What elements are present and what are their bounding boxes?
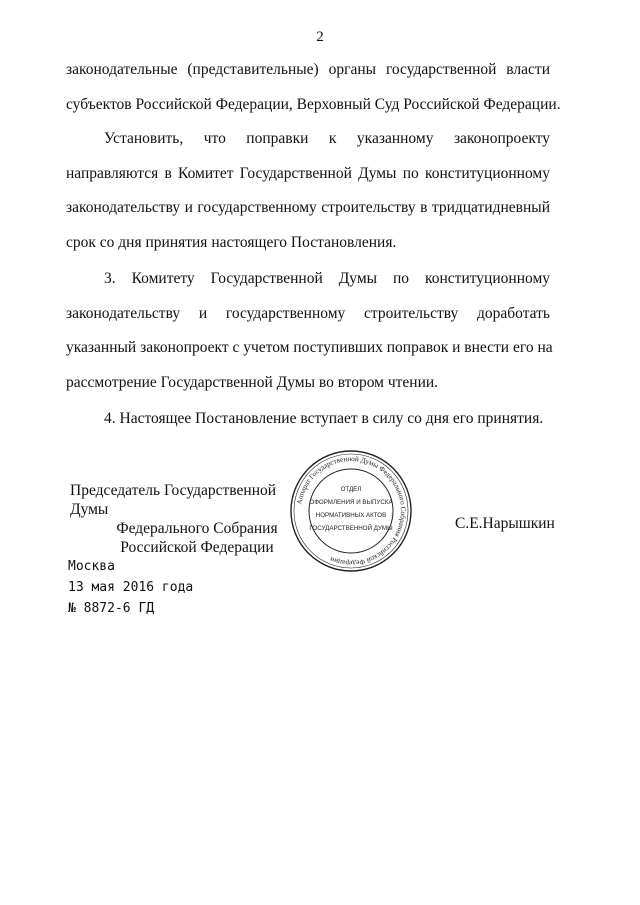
paragraph-2 (66, 122, 550, 260)
paragraph-line: направляются в Комитет Государственной Думы по конституционному (66, 164, 550, 182)
city: Москва (68, 559, 115, 574)
stamp-center-line: ОТДЕЛ (340, 486, 362, 493)
signatory-title (70, 481, 310, 557)
paragraph-3 (66, 262, 553, 400)
paragraph-line: законодательству и государственному строительству в тридцатидневный (66, 199, 550, 217)
paragraph-line: указанный законопроект с учетом поступивших поправок и внести его на (66, 339, 553, 357)
stamp-center-line: НОРМАТИВНЫХ АКТОВ (315, 512, 387, 519)
paragraph-line: 4. Настоящее Постановление вступает в силу со дня его принятия. (104, 410, 544, 427)
stamp-ring-text: Аппарат Государственной Думы Федерального Собрания Российской Федерации (295, 454, 408, 568)
page-number: 2 (316, 29, 324, 45)
paragraph-line: рассмотрение Государственной Думы во втором чтении. (66, 373, 439, 391)
paragraph-4 (66, 402, 550, 437)
paragraph-1 (66, 53, 561, 122)
document-number: № 8872-6 ГД (68, 601, 155, 616)
stamp-center-line: ОФОРМЛЕНИЯ И ВЫПУСКА (309, 499, 393, 506)
signatory-title-line: Федерального Собрания (116, 520, 278, 537)
place-date-block (68, 556, 193, 619)
paragraph-line: субъектов Российской Федерации, Верховный Суд Российской Федерации. (66, 95, 561, 113)
paragraph-line: 3. Комитету Государственной Думы по конституционному (104, 270, 550, 287)
document-date: 13 мая 2016 года (68, 580, 194, 595)
paragraph-line: законодательству и государственному строительству доработать (66, 304, 550, 322)
signatory-name: С.Е.Нарышкин (455, 515, 555, 532)
paragraph-line: Установить, что поправки к указанному законопроекту (104, 130, 550, 147)
signatory-title-line: Российской Федерации (120, 539, 274, 556)
paragraph-line: срок со дня принятия настоящего Постановления. (66, 233, 397, 251)
signatory-title-line: Председатель Государственной Думы (70, 482, 277, 518)
paragraph-line: законодательные (представительные) органы государственной власти (66, 61, 550, 78)
official-stamp (288, 448, 414, 574)
stamp-center-line: ГОСУДАРСТВЕННОЙ ДУМЫ (309, 525, 393, 532)
